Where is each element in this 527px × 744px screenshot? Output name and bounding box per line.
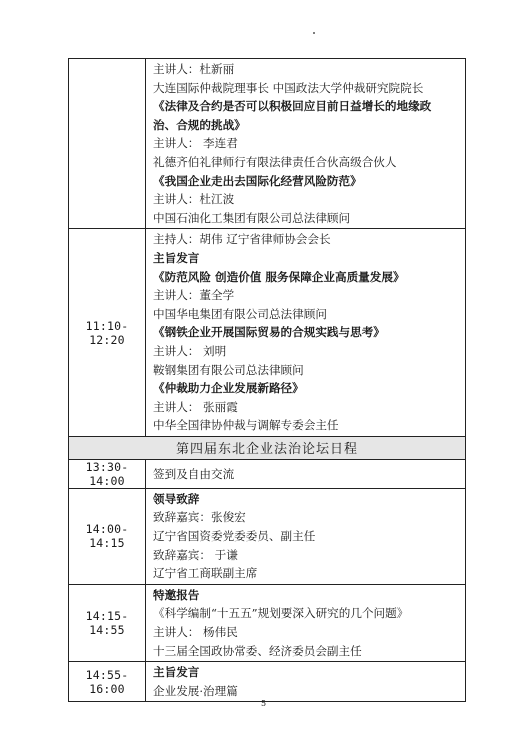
talk-title-line: 《科学编制“十五五”规划要深入研究的几个问题》 (153, 606, 409, 621)
talk-title-line: 《我国企业走出去国际化经营风险防范》 (153, 173, 362, 188)
table-row (69, 229, 466, 437)
time-cell (69, 59, 146, 229)
affiliation-line: 礼德齐伯礼律师行有限法律责任合伙高级合伙人 (153, 154, 397, 169)
content-cell (146, 488, 466, 584)
scan-speck (313, 32, 315, 34)
affiliation-line: 中国石油化工集团有限公司总法律顾问 (153, 210, 351, 225)
session-heading: 主旨发言 (153, 665, 200, 680)
content-cell (146, 662, 466, 702)
speaker-line: 主讲人： 刘明 (153, 343, 227, 358)
speaker-line: 主讲人： 张丽霞 (153, 399, 238, 414)
speaker-line: 主讲人： 杨伟民 (153, 625, 238, 640)
session-heading: 领导致辞 (153, 491, 200, 506)
session-heading: 主旨发言 (153, 250, 200, 265)
affiliation-line: 辽宁省国资委党委委员、副主任 (153, 529, 316, 544)
host-line: 主持人：胡伟 辽宁省律师协会会长 (153, 232, 331, 247)
guest-line: 致辞嘉宾：张俊宏 (153, 510, 246, 525)
table-row (69, 459, 466, 488)
session-heading: 特邀报告 (153, 587, 200, 602)
talk-title-line: 《法律及合约是否可以积极回应目前日益增长的地缘政 (153, 99, 432, 114)
content-cell (146, 59, 466, 229)
table-row (69, 662, 466, 702)
affiliation-line: 中华全国律协仲裁与调解专委会主任 (153, 418, 339, 433)
table-row (69, 59, 466, 229)
speaker-line: 主讲人：杜新丽 (153, 62, 235, 76)
section-header: 第四届东北企业法治论坛日程 (69, 436, 466, 459)
time-cell: 14:55-16:00 (69, 662, 146, 702)
content-cell (146, 229, 466, 437)
subsession-line: 企业发展·治理篇 (153, 683, 238, 698)
table-row (69, 488, 466, 584)
affiliation-line: 大连国际仲裁院理事长 中国政法大学仲裁研究院院长 (153, 80, 424, 95)
talk-title-line: 治、合规的挑战》 (153, 117, 246, 132)
affiliation-line: 辽宁省工商联副主席 (153, 566, 258, 581)
content-cell (146, 459, 466, 488)
section-header-row (69, 436, 466, 459)
time-cell: 13:30-14:00 (69, 459, 146, 488)
page-number: 5 (260, 699, 267, 708)
schedule-table (68, 58, 466, 702)
talk-title-line: 《钢铁企业开展国际贸易的合规实践与思考》 (153, 325, 385, 340)
table-row (69, 584, 466, 661)
talk-title-line: 《防范风险 创造价值 服务保障企业高质量发展》 (153, 269, 405, 284)
time-cell: 11:10-12:20 (69, 229, 146, 437)
time-cell: 14:15-14:55 (69, 584, 146, 661)
speaker-line: 主讲人：董全学 (153, 288, 235, 303)
time-cell: 14:00-14:15 (69, 488, 146, 584)
talk-title-line: 《仲裁助力企业发展新路径》 (153, 381, 304, 396)
activity-line: 签到及自由交流 (153, 466, 235, 481)
affiliation-line: 十三届全国政协常委、经济委员会副主任 (153, 643, 362, 658)
speaker-line: 主讲人： 李连君 (153, 136, 238, 151)
content-cell (146, 584, 466, 661)
affiliation-line: 中国华电集团有限公司总法律顾问 (153, 306, 327, 321)
speaker-line: 主讲人：杜江波 (153, 192, 235, 207)
guest-line: 致辞嘉宾： 于谦 (153, 547, 238, 562)
affiliation-line: 鞍钢集团有限公司总法律顾问 (153, 362, 304, 377)
